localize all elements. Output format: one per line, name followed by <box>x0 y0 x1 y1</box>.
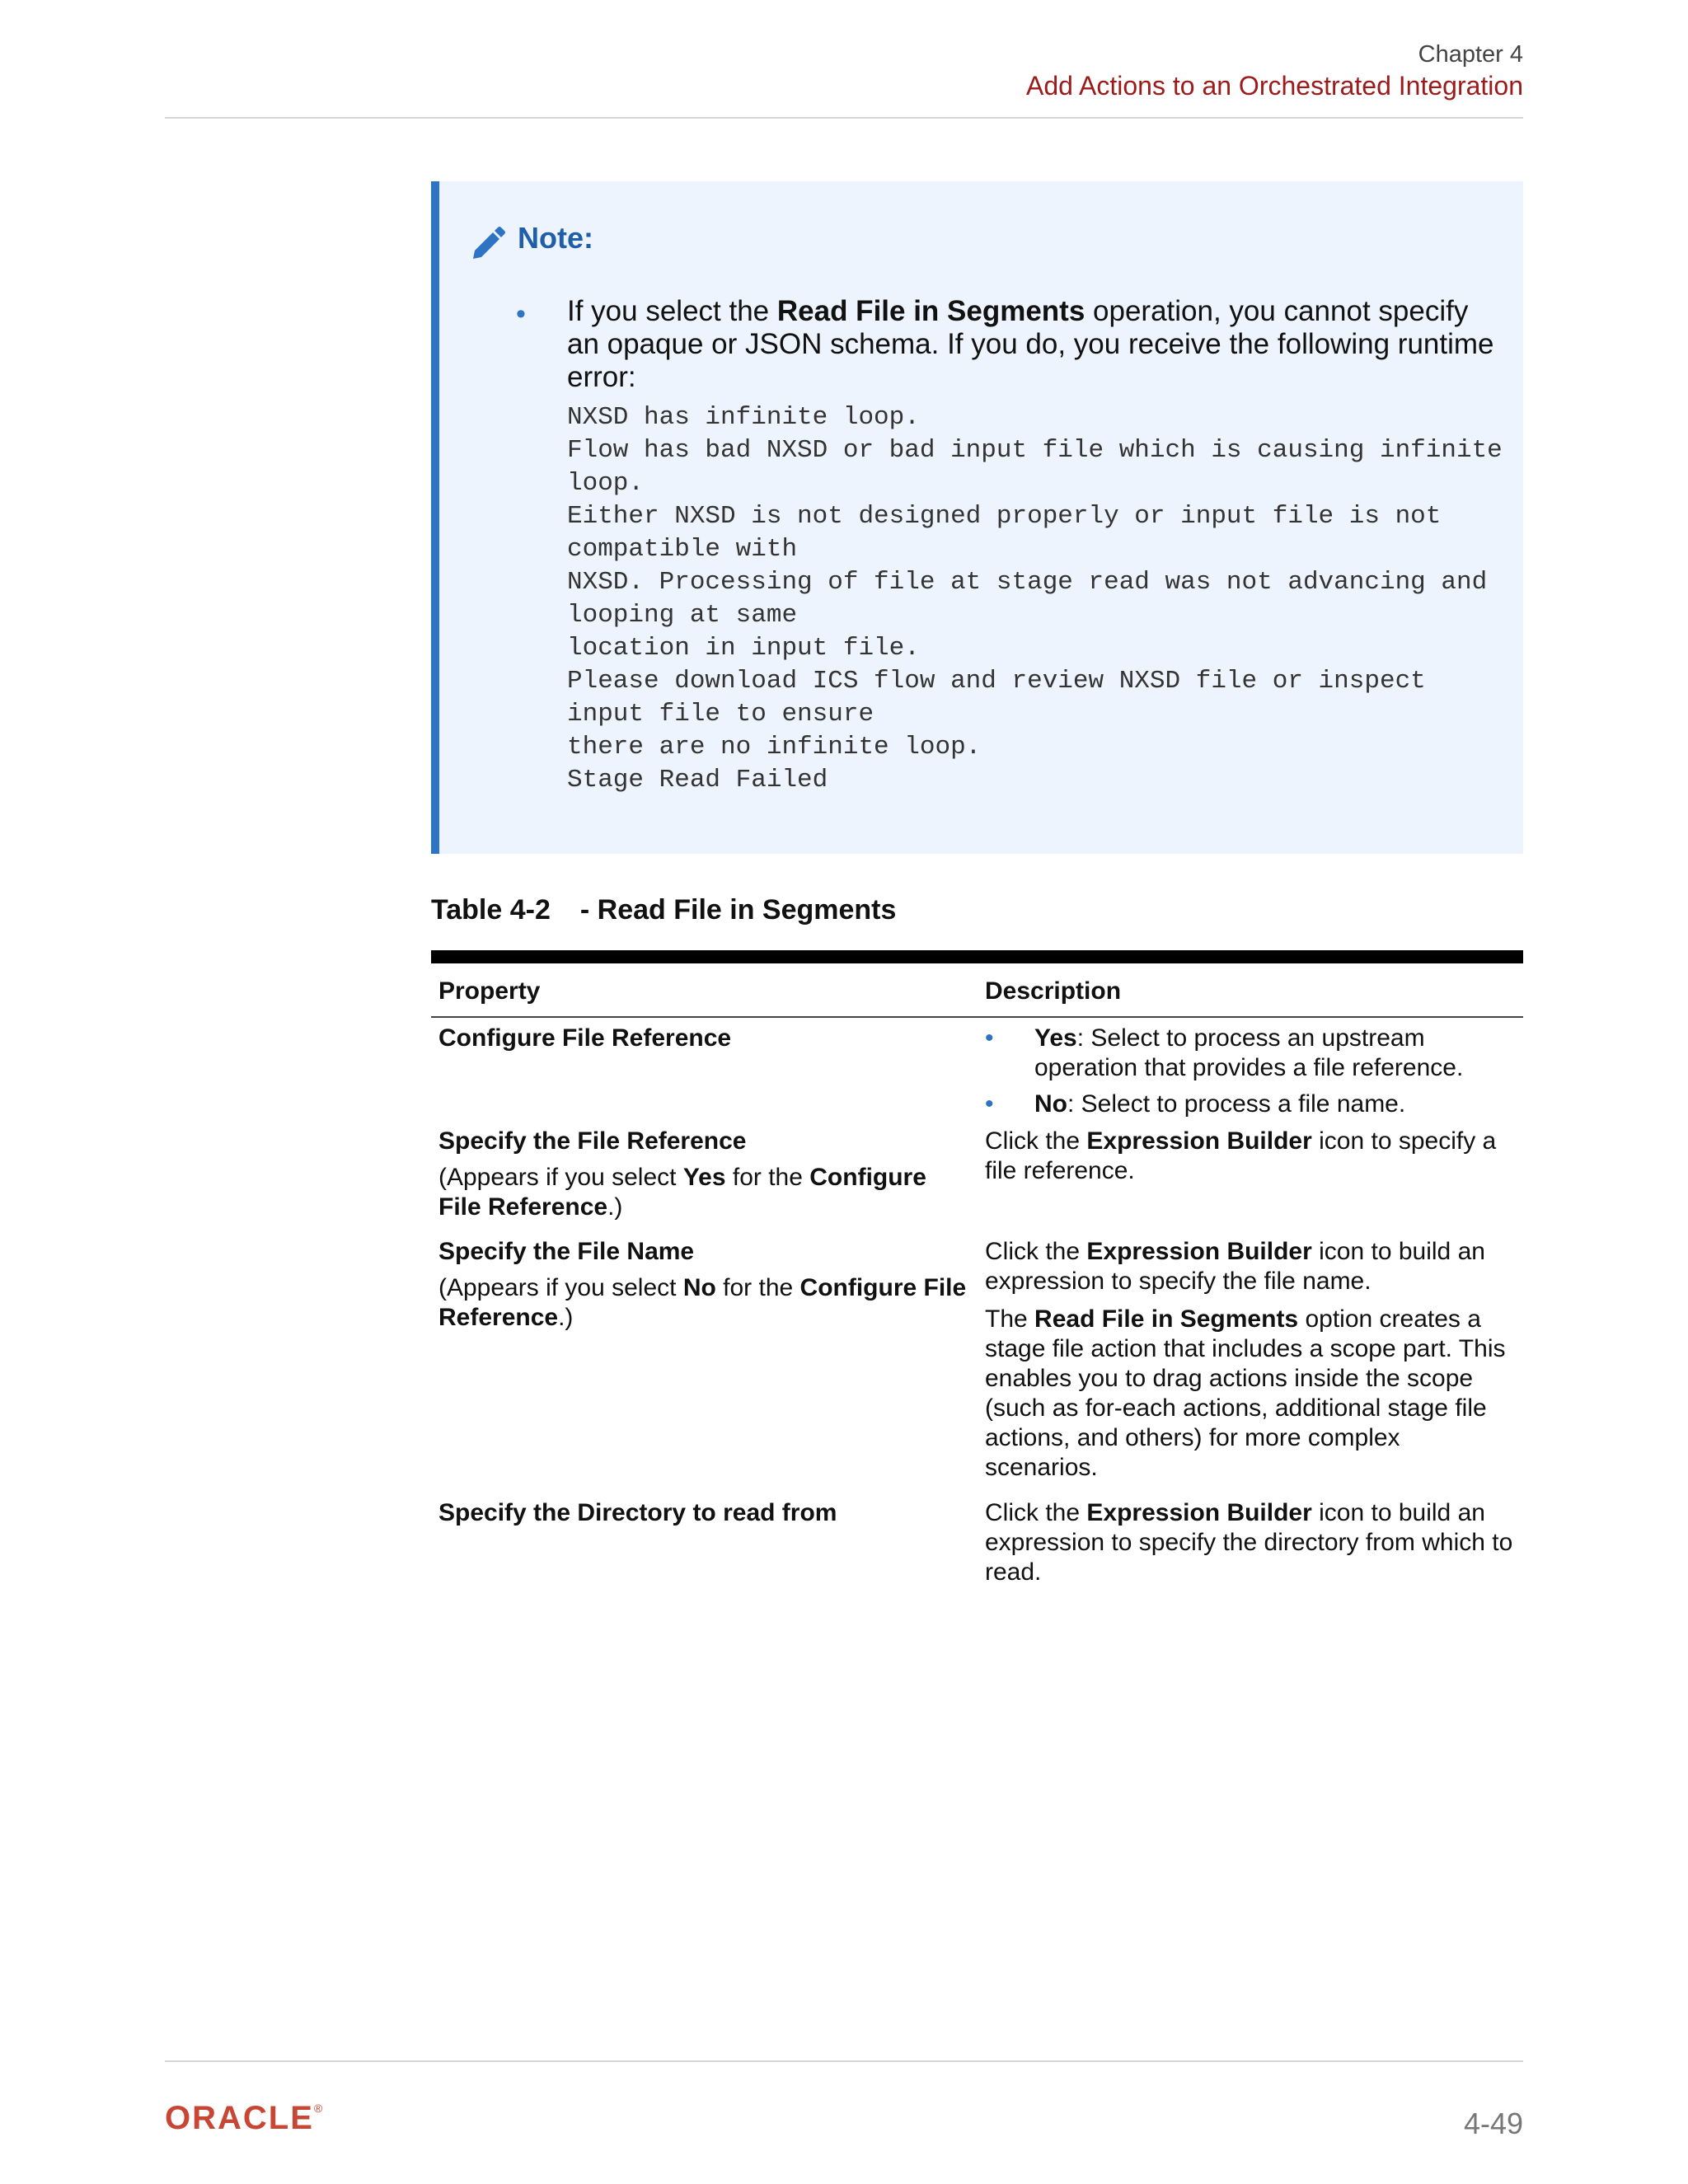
bullet-icon: • <box>516 298 526 330</box>
bullet-icon: • <box>985 1090 994 1118</box>
bullet-icon: • <box>985 1024 994 1052</box>
header-property: Property <box>438 977 541 1005</box>
error-code-block: NXSD has infinite loop. Flow has bad NXSD or bad input file which is causing infinite loop. Either NXSD is not designed properly or input file is not compatible with NXSD. Processing of file at stage read was not advancing and looping at same location in input file. Please download ICS flow and review NXSD file or inspect input file to ensure there are no infinite loop. Stage Read Failed <box>567 403 1503 794</box>
table-row-property: Specify the File Reference (Appears if you select Yes for the Configure File Reference.) <box>438 1127 926 1221</box>
list-item: • No: Select to process a file name. <box>985 1090 1406 1118</box>
note-title: Note: <box>518 221 593 255</box>
chapter-label: Chapter 4 <box>1418 41 1523 68</box>
table-number: Table 4-2 <box>431 894 551 926</box>
table-caption <box>431 894 896 926</box>
table-row-description: Click the Expression Builder icon to specify a file reference. <box>985 1127 1497 1184</box>
header-description: Description <box>985 977 1122 1005</box>
header-divider <box>165 117 1523 119</box>
table-row-property: Configure File Reference <box>438 1024 732 1052</box>
note-text: If you select the Read File in Segments operation, you cannot specify an opaque or JSON schema. If you do, you receive the following runtime error: <box>567 295 1494 393</box>
table-row-description: Click the Expression Builder icon to build an expression to specify the file name. The Read File in Segments option creates a stage file action that includes a scope part. This enables you to drag actions inside the scope (such as for-each actions, additional stage file actions, and others) for more complex scenarios. <box>985 1238 1506 1481</box>
oracle-logo: ORACLE® <box>165 2100 325 2136</box>
table-row-description <box>985 1024 1517 1126</box>
table-row-property: Specify the File Name (Appears if you select No for the Configure File Reference.) <box>438 1238 967 1331</box>
table-title: - Read File in Segments <box>579 894 897 926</box>
table-top-rule <box>431 950 1523 963</box>
table-header-rule <box>431 1016 1523 1018</box>
pencil-icon <box>468 223 508 262</box>
table-row-property: Specify the Directory to read from <box>438 1499 837 1526</box>
table-row-description: Click the Expression Builder icon to build an expression to specify the directory from which to read. <box>985 1499 1513 1586</box>
page-number: 4-49 <box>1463 2107 1523 2140</box>
footer-divider <box>165 2060 1523 2062</box>
chapter-title: Add Actions to an Orchestrated Integration <box>1025 71 1523 101</box>
list-item: • Yes: Select to process an upstream operation that provides a file reference. <box>985 1024 1464 1081</box>
